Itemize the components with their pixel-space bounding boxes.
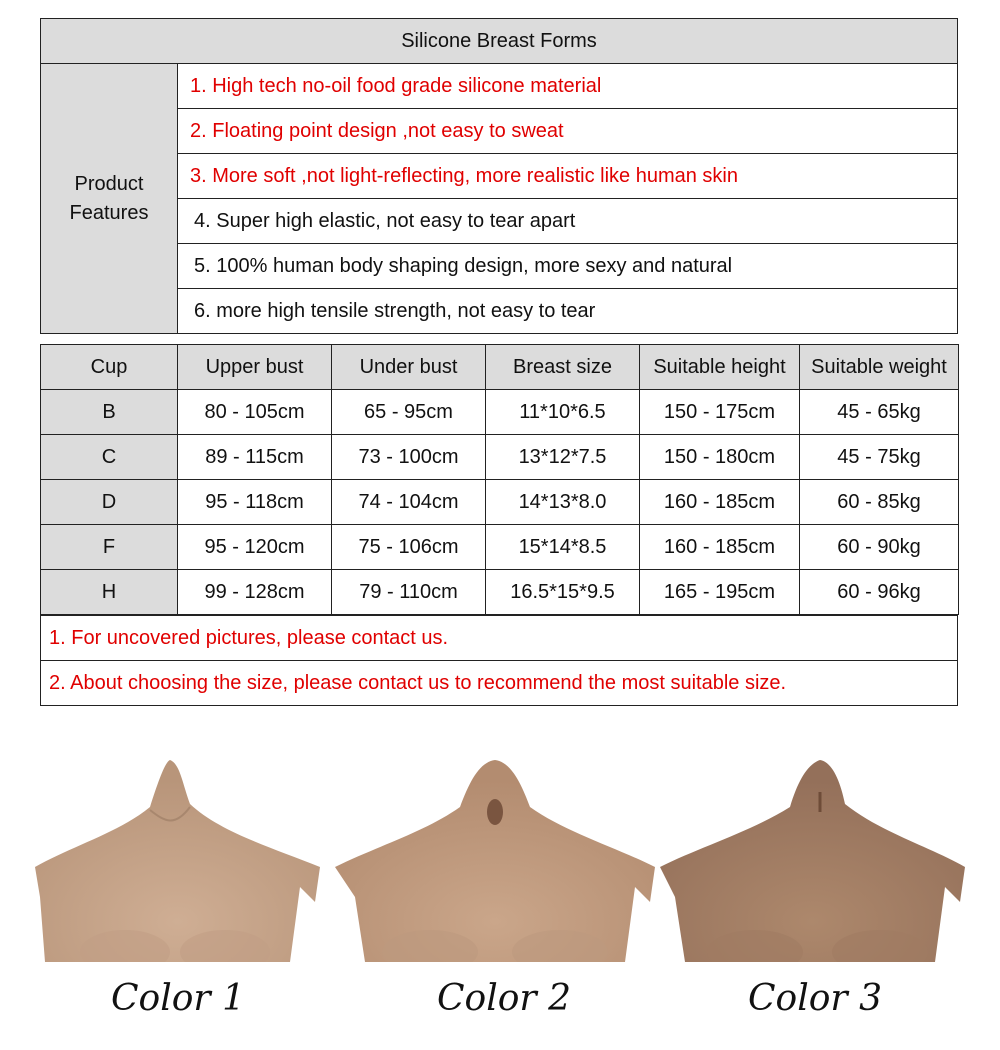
feature-item: 4. Super high elastic, not easy to tear apart xyxy=(178,199,958,244)
table-cell: 95 - 120cm xyxy=(178,525,332,570)
table-row xyxy=(41,525,959,570)
features-label xyxy=(41,64,178,334)
feature-item: 5. 100% human body shaping design, more sexy and natural xyxy=(178,244,958,289)
size-table-header xyxy=(41,345,959,390)
size-table xyxy=(40,344,959,615)
note-line: 2. About choosing the size, please contact us to recommend the most suitable size. xyxy=(41,661,958,706)
table-cell: 16.5*15*9.5 xyxy=(486,570,640,615)
color-caption-3: Color 3 xyxy=(748,978,882,1019)
table-cell: 150 - 180cm xyxy=(640,435,800,480)
color-caption-2: Color 2 xyxy=(437,978,571,1019)
cup-cell: C xyxy=(41,435,178,480)
spec-sheet xyxy=(40,18,958,706)
sheet-title: Silicone Breast Forms xyxy=(41,19,958,64)
header-cell: Suitable weight xyxy=(800,345,959,390)
table-cell: 13*12*7.5 xyxy=(486,435,640,480)
table-row xyxy=(41,570,959,615)
header-cell: Suitable height xyxy=(640,345,800,390)
cup-cell: B xyxy=(41,390,178,435)
table-cell: 60 - 90kg xyxy=(800,525,959,570)
feature-item: 3. More soft ,not light-reflecting, more realistic like human skin xyxy=(178,154,958,199)
header-cell: Cup xyxy=(41,345,178,390)
table-cell: 60 - 96kg xyxy=(800,570,959,615)
header-cell: Under bust xyxy=(332,345,486,390)
table-row xyxy=(41,480,959,525)
table-cell: 160 - 185cm xyxy=(640,525,800,570)
product-photos xyxy=(30,752,970,962)
table-cell: 160 - 185cm xyxy=(640,480,800,525)
table-cell: 89 - 115cm xyxy=(178,435,332,480)
table-row xyxy=(41,390,959,435)
header-cell: Upper bust xyxy=(178,345,332,390)
table-cell: 99 - 128cm xyxy=(178,570,332,615)
table-cell: 165 - 195cm xyxy=(640,570,800,615)
feature-item: 1. High tech no-oil food grade silicone material xyxy=(178,64,958,109)
table-row xyxy=(41,435,959,480)
feature-item: 6. more high tensile strength, not easy to tear xyxy=(178,289,958,334)
table-cell: 150 - 175cm xyxy=(640,390,800,435)
table-cell: 60 - 85kg xyxy=(800,480,959,525)
table-cell: 74 - 104cm xyxy=(332,480,486,525)
table-cell: 73 - 100cm xyxy=(332,435,486,480)
table-cell: 45 - 65kg xyxy=(800,390,959,435)
header-cell: Breast size xyxy=(486,345,640,390)
table-cell: 65 - 95cm xyxy=(332,390,486,435)
table-cell: 45 - 75kg xyxy=(800,435,959,480)
product-photos-svg xyxy=(30,752,970,962)
table-cell: 11*10*6.5 xyxy=(486,390,640,435)
breast-form-color-2 xyxy=(335,760,655,962)
breast-form-color-3 xyxy=(660,760,965,962)
notes-table xyxy=(40,615,958,706)
feature-item: 2. Floating point design ,not easy to sweat xyxy=(178,109,958,154)
cup-cell: F xyxy=(41,525,178,570)
cup-cell: D xyxy=(41,480,178,525)
cup-cell: H xyxy=(41,570,178,615)
table-cell: 75 - 106cm xyxy=(332,525,486,570)
color-caption-1: Color 1 xyxy=(111,978,245,1019)
features-label-text: Product Features xyxy=(69,172,149,224)
table-cell: 95 - 118cm xyxy=(178,480,332,525)
table-cell: 14*13*8.0 xyxy=(486,480,640,525)
features-table xyxy=(40,18,958,334)
note-line: 1. For uncovered pictures, please contact us. xyxy=(41,616,958,661)
table-cell: 80 - 105cm xyxy=(178,390,332,435)
table-cell: 79 - 110cm xyxy=(332,570,486,615)
breast-form-color-1 xyxy=(35,760,320,962)
table-cell: 15*14*8.5 xyxy=(486,525,640,570)
